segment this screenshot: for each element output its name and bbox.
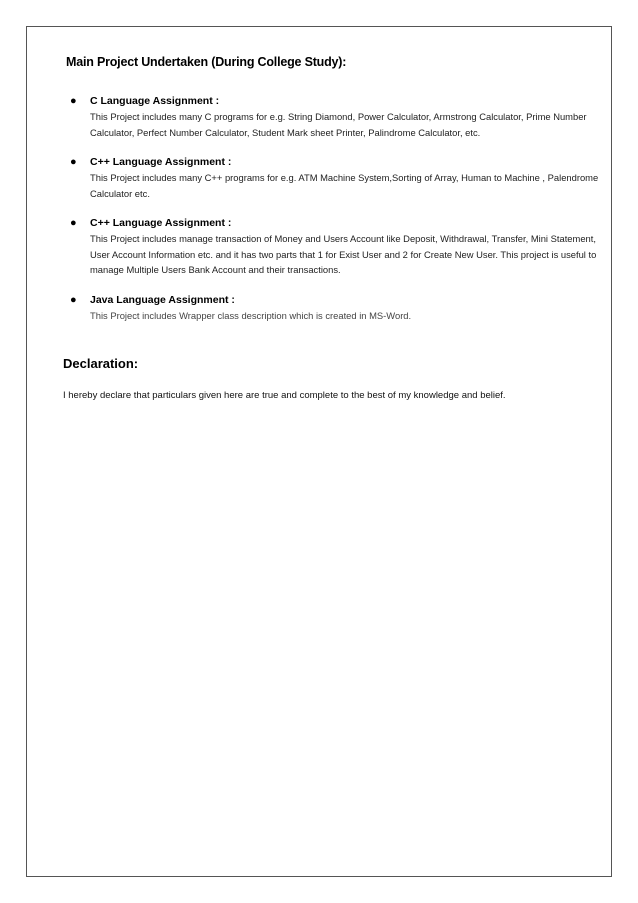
section-heading: Main Project Undertaken (During College Study): [66, 55, 347, 69]
list-item [66, 94, 600, 140]
declaration-text: I hereby declare that particulars given here are true and complete to the best of my knowledge and belief. [63, 390, 506, 401]
project-title: C++ Language Assignment : [90, 217, 232, 229]
project-description: This Project includes many C++ programs for e.g. ATM Machine System,Sorting of Array, Human to Machine , Palendrome Calculator etc. [90, 172, 599, 199]
declaration-heading: Declaration: [63, 356, 139, 371]
bullet-icon: ● [70, 95, 77, 107]
list-item [66, 155, 600, 201]
project-description: This Project includes manage transaction of Money and Users Account like Deposit, Withdrawal, Transfer, Mini Statement, User Account Information etc. and it has two parts that 1 for Exist User and 2 for Create New User. This project is useful to manage Multiple Users Bank Account and their transactions. [90, 233, 597, 275]
project-title: C Language Assignment : [90, 95, 220, 107]
bullet-icon: ● [70, 156, 77, 168]
project-description: This Project includes Wrapper class description which is created in MS-Word. [90, 309, 412, 321]
list-item [66, 293, 600, 324]
project-title: Java Language Assignment : [90, 293, 235, 306]
bullet-icon: ● [70, 217, 77, 229]
project-title: C++ Language Assignment : [90, 156, 232, 168]
list-item [66, 216, 600, 278]
bullet-icon: ● [70, 293, 77, 306]
project-list [66, 94, 600, 338]
project-description: This Project includes many C programs for e.g. String Diamond, Power Calculator, Armstrong Calculator, Prime Number Calculator, Perfect Number Calculator, Student Mark sheet Printer, Palindrome Calculator, etc. [90, 111, 587, 138]
